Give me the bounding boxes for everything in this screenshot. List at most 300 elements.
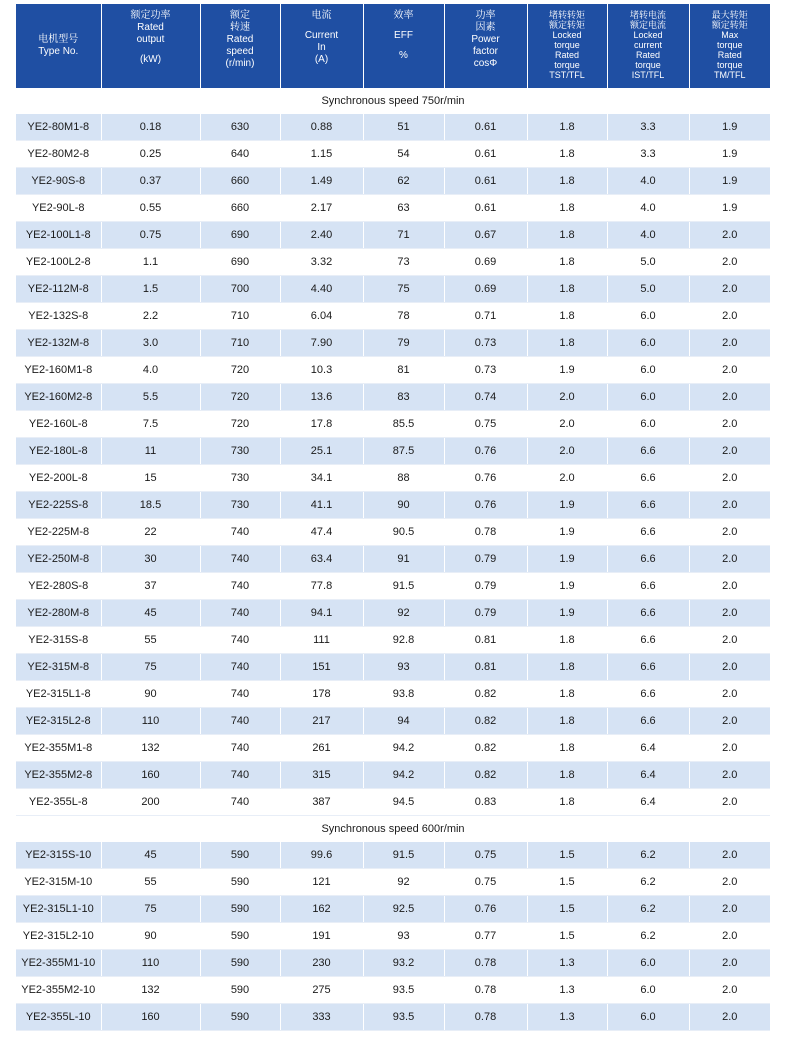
table-row — [16, 762, 770, 789]
type-cell: YE2-355M1-10 — [16, 950, 101, 977]
value-cell: 590 — [200, 842, 280, 869]
value-cell: 132 — [101, 735, 200, 762]
value-cell: 6.6 — [607, 465, 689, 492]
value-cell: 2.0 — [689, 762, 770, 789]
value-cell: 2.0 — [689, 735, 770, 762]
table-row — [16, 600, 770, 627]
table-row — [16, 654, 770, 681]
value-cell: 0.76 — [444, 438, 527, 465]
value-cell: 0.61 — [444, 114, 527, 141]
value-cell: 0.75 — [444, 842, 527, 869]
value-cell: 1.5 — [527, 923, 607, 950]
value-cell: 2.0 — [689, 330, 770, 357]
value-cell: 55 — [101, 627, 200, 654]
value-cell: 75 — [363, 276, 444, 303]
table-row — [16, 438, 770, 465]
header-speed: 额定 转速 Rated speed (r/min) — [200, 4, 280, 88]
value-cell: 2.0 — [689, 896, 770, 923]
value-cell: 0.78 — [444, 519, 527, 546]
value-cell: 0.78 — [444, 1004, 527, 1031]
header-locked-torque: 堵转转矩 额定转矩 Locked torque Rated torque TST/TFL — [527, 4, 607, 88]
value-cell: 590 — [200, 977, 280, 1004]
value-cell: 6.0 — [607, 357, 689, 384]
value-cell: 94 — [363, 708, 444, 735]
type-cell: YE2-355L-8 — [16, 789, 101, 816]
type-cell: YE2-112M-8 — [16, 276, 101, 303]
value-cell: 1.49 — [280, 168, 363, 195]
value-cell: 13.6 — [280, 384, 363, 411]
value-cell: 730 — [200, 465, 280, 492]
value-cell: 15 — [101, 465, 200, 492]
value-cell: 740 — [200, 573, 280, 600]
value-cell: 110 — [101, 950, 200, 977]
type-cell: YE2-132M-8 — [16, 330, 101, 357]
value-cell: 160 — [101, 762, 200, 789]
value-cell: 0.74 — [444, 384, 527, 411]
value-cell: 6.6 — [607, 681, 689, 708]
value-cell: 720 — [200, 411, 280, 438]
value-cell: 2.0 — [689, 411, 770, 438]
value-cell: 0.79 — [444, 546, 527, 573]
value-cell: 315 — [280, 762, 363, 789]
value-cell: 71 — [363, 222, 444, 249]
value-cell: 710 — [200, 303, 280, 330]
value-cell: 2.0 — [689, 977, 770, 1004]
value-cell: 1.8 — [527, 330, 607, 357]
value-cell: 387 — [280, 789, 363, 816]
value-cell: 0.82 — [444, 708, 527, 735]
table-row — [16, 681, 770, 708]
table-row — [16, 546, 770, 573]
table-row — [16, 330, 770, 357]
value-cell: 3.3 — [607, 114, 689, 141]
value-cell: 92 — [363, 869, 444, 896]
value-cell: 2.0 — [689, 600, 770, 627]
table-row — [16, 896, 770, 923]
value-cell: 2.0 — [689, 627, 770, 654]
value-cell: 73 — [363, 249, 444, 276]
value-cell: 1.5 — [101, 276, 200, 303]
value-cell: 590 — [200, 896, 280, 923]
value-cell: 0.55 — [101, 195, 200, 222]
value-cell: 6.6 — [607, 600, 689, 627]
value-cell: 6.0 — [607, 950, 689, 977]
value-cell: 51 — [363, 114, 444, 141]
value-cell: 0.18 — [101, 114, 200, 141]
value-cell: 0.73 — [444, 330, 527, 357]
value-cell: 0.83 — [444, 789, 527, 816]
type-cell: YE2-90S-8 — [16, 168, 101, 195]
value-cell: 90.5 — [363, 519, 444, 546]
value-cell: 92.8 — [363, 627, 444, 654]
table-row — [16, 249, 770, 276]
value-cell: 79 — [363, 330, 444, 357]
value-cell: 55 — [101, 869, 200, 896]
value-cell: 2.0 — [689, 465, 770, 492]
value-cell: 4.0 — [607, 222, 689, 249]
value-cell: 710 — [200, 330, 280, 357]
value-cell: 11 — [101, 438, 200, 465]
value-cell: 2.0 — [527, 438, 607, 465]
table-row — [16, 923, 770, 950]
value-cell: 2.0 — [689, 384, 770, 411]
value-cell: 1.15 — [280, 141, 363, 168]
table-row — [16, 950, 770, 977]
value-cell: 1.9 — [527, 600, 607, 627]
value-cell: 94.2 — [363, 735, 444, 762]
table-row — [16, 789, 770, 816]
header-row — [16, 4, 770, 88]
type-cell: YE2-315L2-8 — [16, 708, 101, 735]
value-cell: 2.0 — [689, 438, 770, 465]
table-row — [16, 735, 770, 762]
type-cell: YE2-80M1-8 — [16, 114, 101, 141]
value-cell: 0.69 — [444, 276, 527, 303]
value-cell: 90 — [101, 923, 200, 950]
value-cell: 87.5 — [363, 438, 444, 465]
value-cell: 690 — [200, 222, 280, 249]
value-cell: 730 — [200, 438, 280, 465]
value-cell: 590 — [200, 923, 280, 950]
value-cell: 5.5 — [101, 384, 200, 411]
value-cell: 0.82 — [444, 681, 527, 708]
value-cell: 2.0 — [689, 573, 770, 600]
value-cell: 0.81 — [444, 654, 527, 681]
value-cell: 1.8 — [527, 222, 607, 249]
value-cell: 0.75 — [444, 869, 527, 896]
value-cell: 1.9 — [689, 141, 770, 168]
value-cell: 1.8 — [527, 762, 607, 789]
value-cell: 111 — [280, 627, 363, 654]
value-cell: 275 — [280, 977, 363, 1004]
value-cell: 85.5 — [363, 411, 444, 438]
type-cell: YE2-80M2-8 — [16, 141, 101, 168]
table-row — [16, 708, 770, 735]
value-cell: 3.32 — [280, 249, 363, 276]
value-cell: 1.8 — [527, 141, 607, 168]
value-cell: 7.90 — [280, 330, 363, 357]
table-row — [16, 492, 770, 519]
type-cell: YE2-315S-8 — [16, 627, 101, 654]
value-cell: 1.9 — [527, 519, 607, 546]
value-cell: 2.0 — [689, 303, 770, 330]
value-cell: 2.40 — [280, 222, 363, 249]
value-cell: 6.0 — [607, 384, 689, 411]
header-type: 电机型号 Type No. — [16, 4, 101, 88]
value-cell: 2.0 — [689, 950, 770, 977]
value-cell: 93.2 — [363, 950, 444, 977]
table-row — [16, 114, 770, 141]
header-power-factor: 功率 因素 Power factor cosΦ — [444, 4, 527, 88]
value-cell: 3.0 — [101, 330, 200, 357]
value-cell: 0.76 — [444, 896, 527, 923]
value-cell: 740 — [200, 735, 280, 762]
section-title: Synchronous speed 600r/min — [16, 816, 770, 843]
value-cell: 6.2 — [607, 896, 689, 923]
value-cell: 0.78 — [444, 950, 527, 977]
value-cell: 93 — [363, 923, 444, 950]
value-cell: 93.8 — [363, 681, 444, 708]
value-cell: 162 — [280, 896, 363, 923]
value-cell: 740 — [200, 762, 280, 789]
value-cell: 740 — [200, 519, 280, 546]
value-cell: 740 — [200, 708, 280, 735]
value-cell: 6.4 — [607, 762, 689, 789]
section-header-row — [16, 88, 770, 114]
value-cell: 230 — [280, 950, 363, 977]
value-cell: 92.5 — [363, 896, 444, 923]
value-cell: 83 — [363, 384, 444, 411]
type-cell: YE2-355L-10 — [16, 1004, 101, 1031]
value-cell: 110 — [101, 708, 200, 735]
value-cell: 6.6 — [607, 546, 689, 573]
type-cell: YE2-355M2-10 — [16, 977, 101, 1004]
value-cell: 91.5 — [363, 842, 444, 869]
table-row — [16, 357, 770, 384]
value-cell: 0.79 — [444, 600, 527, 627]
value-cell: 2.0 — [689, 546, 770, 573]
value-cell: 1.3 — [527, 1004, 607, 1031]
value-cell: 700 — [200, 276, 280, 303]
value-cell: 0.69 — [444, 249, 527, 276]
section-title: Synchronous speed 750r/min — [16, 88, 770, 114]
type-cell: YE2-280M-8 — [16, 600, 101, 627]
type-cell: YE2-225M-8 — [16, 519, 101, 546]
value-cell: 91.5 — [363, 573, 444, 600]
value-cell: 720 — [200, 384, 280, 411]
value-cell: 0.77 — [444, 923, 527, 950]
value-cell: 0.61 — [444, 168, 527, 195]
value-cell: 1.9 — [527, 546, 607, 573]
value-cell: 1.9 — [689, 114, 770, 141]
type-cell: YE2-315L1-8 — [16, 681, 101, 708]
value-cell: 178 — [280, 681, 363, 708]
value-cell: 191 — [280, 923, 363, 950]
value-cell: 6.6 — [607, 438, 689, 465]
value-cell: 590 — [200, 1004, 280, 1031]
value-cell: 90 — [101, 681, 200, 708]
value-cell: 0.37 — [101, 168, 200, 195]
value-cell: 6.2 — [607, 923, 689, 950]
value-cell: 6.6 — [607, 708, 689, 735]
value-cell: 730 — [200, 492, 280, 519]
value-cell: 54 — [363, 141, 444, 168]
type-cell: YE2-250M-8 — [16, 546, 101, 573]
type-cell: YE2-160L-8 — [16, 411, 101, 438]
table-row — [16, 465, 770, 492]
table-row — [16, 303, 770, 330]
value-cell: 93.5 — [363, 977, 444, 1004]
value-cell: 47.4 — [280, 519, 363, 546]
value-cell: 1.9 — [527, 492, 607, 519]
type-cell: YE2-355M1-8 — [16, 735, 101, 762]
value-cell: 1.9 — [689, 168, 770, 195]
value-cell: 2.0 — [689, 681, 770, 708]
value-cell: 94.1 — [280, 600, 363, 627]
table-body — [16, 88, 770, 1031]
type-cell: YE2-280S-8 — [16, 573, 101, 600]
header-output: 额定功率 Rated output (kW) — [101, 4, 200, 88]
value-cell: 1.9 — [527, 573, 607, 600]
value-cell: 1.8 — [527, 627, 607, 654]
value-cell: 1.8 — [527, 681, 607, 708]
value-cell: 2.0 — [527, 411, 607, 438]
value-cell: 2.0 — [689, 222, 770, 249]
value-cell: 94.2 — [363, 762, 444, 789]
header-eff: 效率 EFF % — [363, 4, 444, 88]
value-cell: 6.0 — [607, 977, 689, 1004]
value-cell: 0.79 — [444, 573, 527, 600]
table-row — [16, 573, 770, 600]
value-cell: 6.0 — [607, 1004, 689, 1031]
value-cell: 78 — [363, 303, 444, 330]
value-cell: 2.17 — [280, 195, 363, 222]
value-cell: 1.8 — [527, 195, 607, 222]
type-cell: YE2-315M-8 — [16, 654, 101, 681]
value-cell: 6.6 — [607, 573, 689, 600]
value-cell: 132 — [101, 977, 200, 1004]
header-max-torque: 最大转矩 额定转矩 Max torque Rated torque TM/TFL — [689, 4, 770, 88]
type-cell: YE2-355M2-8 — [16, 762, 101, 789]
table-row — [16, 1004, 770, 1031]
value-cell: 0.75 — [444, 411, 527, 438]
table-row — [16, 519, 770, 546]
value-cell: 30 — [101, 546, 200, 573]
value-cell: 5.0 — [607, 249, 689, 276]
value-cell: 17.8 — [280, 411, 363, 438]
type-cell: YE2-200L-8 — [16, 465, 101, 492]
value-cell: 2.0 — [689, 519, 770, 546]
value-cell: 91 — [363, 546, 444, 573]
value-cell: 1.8 — [527, 114, 607, 141]
type-cell: YE2-90L-8 — [16, 195, 101, 222]
value-cell: 37 — [101, 573, 200, 600]
type-cell: YE2-315L2-10 — [16, 923, 101, 950]
value-cell: 25.1 — [280, 438, 363, 465]
value-cell: 2.0 — [689, 869, 770, 896]
table-row — [16, 384, 770, 411]
table-row — [16, 411, 770, 438]
motor-spec-table — [16, 4, 770, 1031]
value-cell: 0.71 — [444, 303, 527, 330]
value-cell: 2.0 — [689, 654, 770, 681]
value-cell: 6.2 — [607, 842, 689, 869]
value-cell: 1.5 — [527, 842, 607, 869]
value-cell: 45 — [101, 842, 200, 869]
value-cell: 200 — [101, 789, 200, 816]
value-cell: 6.4 — [607, 735, 689, 762]
value-cell: 6.0 — [607, 330, 689, 357]
value-cell: 22 — [101, 519, 200, 546]
value-cell: 1.9 — [689, 195, 770, 222]
value-cell: 1.8 — [527, 249, 607, 276]
header-locked-current: 堵转电流 额定电流 Locked current Rated torque IST/TFL — [607, 4, 689, 88]
table-row — [16, 869, 770, 896]
value-cell: 2.0 — [689, 276, 770, 303]
value-cell: 1.5 — [527, 869, 607, 896]
type-cell: YE2-315L1-10 — [16, 896, 101, 923]
type-cell: YE2-100L2-8 — [16, 249, 101, 276]
type-cell: YE2-225S-8 — [16, 492, 101, 519]
table-row — [16, 977, 770, 1004]
value-cell: 740 — [200, 546, 280, 573]
value-cell: 1.8 — [527, 789, 607, 816]
value-cell: 4.0 — [607, 168, 689, 195]
value-cell: 2.0 — [689, 249, 770, 276]
value-cell: 0.75 — [101, 222, 200, 249]
value-cell: 261 — [280, 735, 363, 762]
value-cell: 6.4 — [607, 789, 689, 816]
value-cell: 2.0 — [689, 492, 770, 519]
value-cell: 1.8 — [527, 654, 607, 681]
value-cell: 121 — [280, 869, 363, 896]
value-cell: 90 — [363, 492, 444, 519]
value-cell: 0.78 — [444, 977, 527, 1004]
value-cell: 0.67 — [444, 222, 527, 249]
value-cell: 0.76 — [444, 465, 527, 492]
value-cell: 1.8 — [527, 735, 607, 762]
value-cell: 2.0 — [527, 465, 607, 492]
value-cell: 1.8 — [527, 708, 607, 735]
value-cell: 4.0 — [607, 195, 689, 222]
value-cell: 0.61 — [444, 141, 527, 168]
value-cell: 0.88 — [280, 114, 363, 141]
type-cell: YE2-160M2-8 — [16, 384, 101, 411]
value-cell: 1.1 — [101, 249, 200, 276]
type-cell: YE2-315M-10 — [16, 869, 101, 896]
value-cell: 6.6 — [607, 492, 689, 519]
value-cell: 10.3 — [280, 357, 363, 384]
value-cell: 1.8 — [527, 303, 607, 330]
value-cell: 2.0 — [689, 923, 770, 950]
value-cell: 34.1 — [280, 465, 363, 492]
value-cell: 0.61 — [444, 195, 527, 222]
value-cell: 5.0 — [607, 276, 689, 303]
value-cell: 63 — [363, 195, 444, 222]
value-cell: 1.8 — [527, 276, 607, 303]
value-cell: 62 — [363, 168, 444, 195]
value-cell: 4.40 — [280, 276, 363, 303]
value-cell: 92 — [363, 600, 444, 627]
table-row — [16, 222, 770, 249]
value-cell: 2.0 — [689, 708, 770, 735]
value-cell: 3.3 — [607, 141, 689, 168]
value-cell: 88 — [363, 465, 444, 492]
value-cell: 6.6 — [607, 627, 689, 654]
value-cell: 75 — [101, 654, 200, 681]
value-cell: 94.5 — [363, 789, 444, 816]
value-cell: 740 — [200, 600, 280, 627]
value-cell: 1.8 — [527, 168, 607, 195]
value-cell: 590 — [200, 869, 280, 896]
value-cell: 1.9 — [527, 357, 607, 384]
value-cell: 0.25 — [101, 141, 200, 168]
value-cell: 2.0 — [527, 384, 607, 411]
header-current: 电流 Current In (A) — [280, 4, 363, 88]
value-cell: 6.0 — [607, 303, 689, 330]
value-cell: 0.76 — [444, 492, 527, 519]
table-row — [16, 141, 770, 168]
type-cell: YE2-160M1-8 — [16, 357, 101, 384]
value-cell: 160 — [101, 1004, 200, 1031]
type-cell: YE2-100L1-8 — [16, 222, 101, 249]
value-cell: 93.5 — [363, 1004, 444, 1031]
value-cell: 740 — [200, 681, 280, 708]
value-cell: 720 — [200, 357, 280, 384]
value-cell: 640 — [200, 141, 280, 168]
value-cell: 45 — [101, 600, 200, 627]
value-cell: 6.6 — [607, 519, 689, 546]
